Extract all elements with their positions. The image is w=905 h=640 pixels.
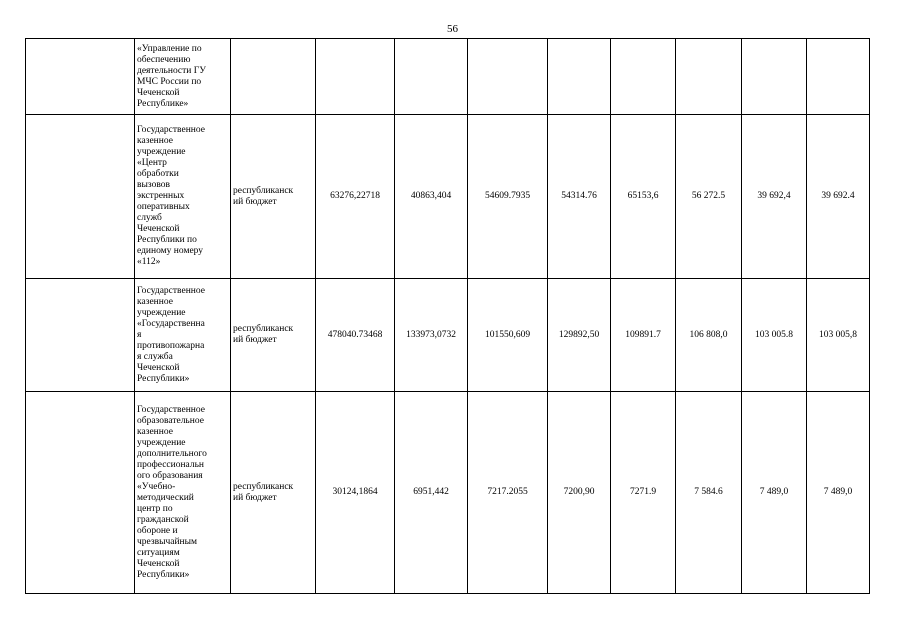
funding-source-cell bbox=[231, 39, 316, 115]
value-cell: 106 808,0 bbox=[676, 279, 742, 392]
value-cell bbox=[548, 39, 611, 115]
institution-name-cell bbox=[135, 39, 231, 115]
value-cell: 40863,404 bbox=[395, 115, 468, 279]
value-cell: 478040.73468 bbox=[316, 279, 395, 392]
funding-source-cell bbox=[231, 392, 316, 594]
funding-source-cell bbox=[231, 279, 316, 392]
table-cell-empty bbox=[26, 115, 135, 279]
value-cell: 7 584.6 bbox=[676, 392, 742, 594]
institution-name: Государственное образовательное казенное учреждение дополнительного профессиональн ого образования «Учебно- методический центр по гражданской обороне и чрезвычайным ситуациям Чеченской Республики» bbox=[137, 404, 207, 580]
budget-table bbox=[25, 38, 870, 594]
value-cell: 39 692.4 bbox=[807, 115, 870, 279]
value-cell: 7200,90 bbox=[548, 392, 611, 594]
value-cell: 109891.7 bbox=[611, 279, 676, 392]
table-row bbox=[26, 279, 870, 392]
value-cell: 56 272.5 bbox=[676, 115, 742, 279]
value-cell: 101550,609 bbox=[468, 279, 548, 392]
table-row bbox=[26, 39, 870, 115]
value-cell: 103 005.8 bbox=[742, 279, 807, 392]
institution-name-cell bbox=[135, 279, 231, 392]
table-cell-empty bbox=[26, 279, 135, 392]
value-cell bbox=[468, 39, 548, 115]
value-cell: 7271.9 bbox=[611, 392, 676, 594]
institution-name-cell bbox=[135, 392, 231, 594]
table-cell-empty bbox=[26, 39, 135, 115]
value-cell: 133973,0732 bbox=[395, 279, 468, 392]
institution-name: Государственное казенное учреждение «Центр обработки вызовов экстренных оперативных служб Чеченской Республики по единому номеру «112» bbox=[137, 125, 205, 267]
value-cell: 7 489,0 bbox=[807, 392, 870, 594]
value-cell bbox=[316, 39, 395, 115]
institution-name-cell bbox=[135, 115, 231, 279]
funding-source: республиканск ий бюджет bbox=[233, 481, 294, 503]
value-cell bbox=[611, 39, 676, 115]
table-row bbox=[26, 392, 870, 594]
value-cell: 7 489,0 bbox=[742, 392, 807, 594]
funding-source-cell bbox=[231, 115, 316, 279]
value-cell: 54609.7935 bbox=[468, 115, 548, 279]
value-cell: 30124,1864 bbox=[316, 392, 395, 594]
value-cell: 103 005,8 bbox=[807, 279, 870, 392]
value-cell: 6951,442 bbox=[395, 392, 468, 594]
value-cell: 65153,6 bbox=[611, 115, 676, 279]
institution-name: «Управление по обеспечению деятельности ГУ МЧС России по Чеченской Республике» bbox=[137, 43, 206, 109]
value-cell bbox=[676, 39, 742, 115]
table-row bbox=[26, 115, 870, 279]
value-cell bbox=[742, 39, 807, 115]
value-cell: 63276,22718 bbox=[316, 115, 395, 279]
value-cell: 7217.2055 bbox=[468, 392, 548, 594]
institution-name: Государственное казенное учреждение «Государственна я противопожарна я служба Чеченской Республики» bbox=[137, 285, 205, 384]
value-cell bbox=[395, 39, 468, 115]
funding-source: республиканск ий бюджет bbox=[233, 185, 294, 207]
value-cell bbox=[807, 39, 870, 115]
funding-source: республиканск ий бюджет bbox=[233, 324, 294, 345]
value-cell: 129892,50 bbox=[548, 279, 611, 392]
value-cell: 54314.76 bbox=[548, 115, 611, 279]
value-cell: 39 692,4 bbox=[742, 115, 807, 279]
table-cell-empty bbox=[26, 392, 135, 594]
page-number: 56 bbox=[447, 23, 458, 35]
